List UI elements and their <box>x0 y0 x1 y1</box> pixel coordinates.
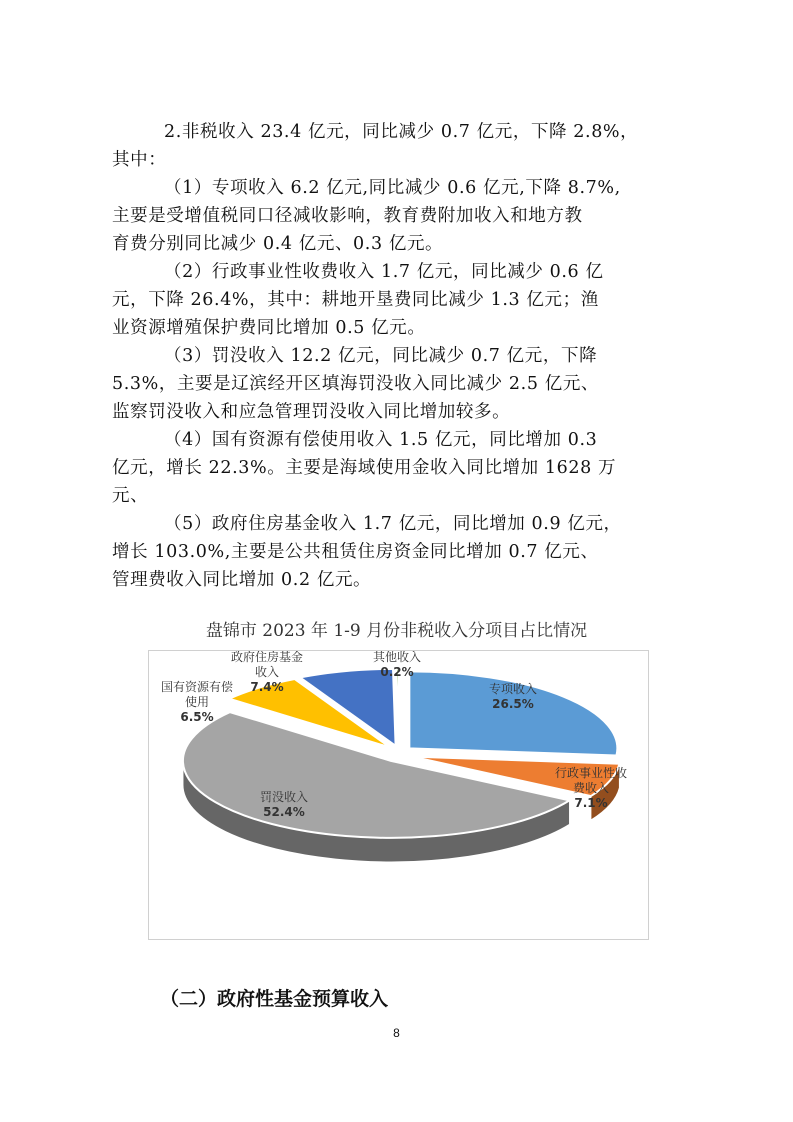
text-line: （1）专项收入 6.2 亿元,同比减少 0.6 亿元,下降 8.7%, <box>164 178 621 198</box>
pie-label-name: 国有资源有偿 <box>160 680 234 694</box>
pie-chart-canvas <box>149 651 648 939</box>
section-heading: （二）政府性基金预算收入 <box>160 988 389 1010</box>
paragraph-special-revenue <box>112 174 672 258</box>
pie-slice-5 <box>396 669 399 746</box>
pie-label-value: 7.1% <box>574 796 608 810</box>
text-line: （5）政府住房基金收入 1.7 亿元，同比增加 0.9 亿元， <box>164 514 622 534</box>
pie-label-name: 使用 <box>184 695 210 709</box>
pie-label-name: 费收入 <box>572 781 610 795</box>
pie-chart <box>148 650 649 940</box>
paragraph-state-resources <box>112 426 672 510</box>
pie-label-name: 其他收入 <box>372 651 422 664</box>
paragraph-fines <box>112 342 672 426</box>
text-line: 管理费收入同比增加 0.2 亿元。 <box>112 570 372 590</box>
text-line: 亿元，增长 22.3%。主要是海域使用金收入同比增加 1628 万 <box>112 458 617 478</box>
text-line: 业资源增殖保护费同比增加 0.5 亿元。 <box>112 318 426 338</box>
text-line: 主要是受增值税同口径减收影响，教育费附加收入和地方教 <box>112 206 583 226</box>
pie-label-value: 52.4% <box>263 805 305 819</box>
paragraph-admin-fees <box>112 258 672 342</box>
text-line: 元，下降 26.4%，其中：耕地开垦费同比减少 1.3 亿元；渔 <box>112 290 599 310</box>
pie-label-name: 行政事业性收 <box>554 766 628 780</box>
text-line: （4）国有资源有偿使用收入 1.5 亿元，同比增加 0.3 <box>164 430 598 450</box>
pie-label-value: 7.4% <box>250 680 284 694</box>
pie-label-name: 政府住房基金 <box>230 651 304 664</box>
text-line: 其中： <box>112 150 167 170</box>
paragraph-housing-fund <box>112 510 672 594</box>
pie-label-name: 收入 <box>254 665 280 679</box>
text-line: 增长 103.0%,主要是公共租赁住房资金同比增加 0.7 亿元、 <box>112 542 599 562</box>
text-line: 育费分别同比减少 0.4 亿元、0.3 亿元。 <box>112 234 444 254</box>
paragraph-nontax-total <box>112 118 672 174</box>
page-number: 8 <box>393 1026 400 1040</box>
text-line: 2.非税收入 23.4 亿元，同比减少 0.7 亿元，下降 2.8%， <box>164 122 639 142</box>
pie-label-value: 6.5% <box>180 710 214 724</box>
text-line: 元、 <box>112 486 149 506</box>
text-line: （3）罚没收入 12.2 亿元，同比减少 0.7 亿元，下降 <box>164 346 598 366</box>
pie-label-name: 专项收入 <box>488 682 538 696</box>
text-line: 监察罚没收入和应急管理罚没收入同比增加较多。 <box>112 402 511 422</box>
text-line: （2）行政事业性收费收入 1.7 亿元，同比减少 0.6 亿 <box>164 262 604 282</box>
pie-label-value: 26.5% <box>492 697 534 711</box>
chart-title: 盘锦市 2023 年 1-9 月份非税收入分项目占比情况 <box>205 621 588 641</box>
pie-label-value: 0.2% <box>380 665 414 679</box>
pie-label-name: 罚没收入 <box>259 790 309 804</box>
text-line: 5.3%，主要是辽滨经开区填海罚没收入同比减少 2.5 亿元、 <box>112 374 600 394</box>
